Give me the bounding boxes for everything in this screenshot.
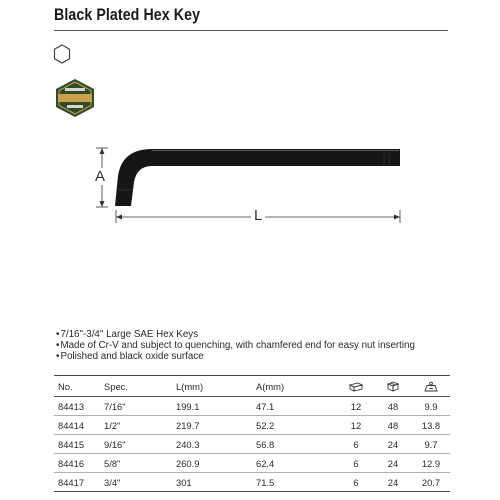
cell-no: 84414 xyxy=(54,416,100,435)
cell-inner-pack: 6 xyxy=(338,473,374,492)
header-a: A(mm) xyxy=(252,376,338,397)
header-length: L(mm) xyxy=(172,376,252,397)
cell-spec: 3/4" xyxy=(100,473,172,492)
table-row xyxy=(54,454,450,473)
inner-box-icon xyxy=(349,381,363,392)
cell-spec: 7/16" xyxy=(100,397,172,416)
cell-spec: 9/16" xyxy=(100,435,172,454)
table-row xyxy=(54,397,450,416)
cell-no: 84417 xyxy=(54,473,100,492)
cell-a: 47.1 xyxy=(252,397,338,416)
carton-icon xyxy=(386,381,400,392)
header-no: No. xyxy=(54,376,100,397)
cell-no: 84413 xyxy=(54,397,100,416)
cell-no: 84416 xyxy=(54,454,100,473)
cell-weight: 13.8 xyxy=(412,416,450,435)
feature-list xyxy=(56,329,415,363)
cell-inner-pack: 6 xyxy=(338,454,374,473)
dimension-a-label: A xyxy=(95,168,106,185)
cell-length: 199.1 xyxy=(172,397,252,416)
cell-weight: 9.7 xyxy=(412,435,450,454)
cell-length: 219.7 xyxy=(172,416,252,435)
cell-carton: 24 xyxy=(374,454,412,473)
dimension-l-label: L xyxy=(251,207,265,224)
table-row xyxy=(54,473,450,492)
cell-length: 260.9 xyxy=(172,454,252,473)
cell-length: 240.3 xyxy=(172,435,252,454)
cell-a: 71.5 xyxy=(252,473,338,492)
feature-item: • 7/16"-3/4" Large SAE Hex Keys xyxy=(56,329,415,340)
header-inner-pack xyxy=(338,376,374,397)
cell-length: 301 xyxy=(172,473,252,492)
cell-weight: 20.7 xyxy=(412,473,450,492)
title-divider xyxy=(54,30,448,31)
cell-weight: 9.9 xyxy=(412,397,450,416)
spec-table xyxy=(54,375,450,492)
cell-a: 52.2 xyxy=(252,416,338,435)
feature-item: • Made of Cr-V and subject to quenching, with chamfered end for easy nut inserting xyxy=(56,340,415,351)
header-spec: Spec. xyxy=(100,376,172,397)
feature-item: • Polished and black oxide surface xyxy=(56,351,415,362)
hex-key-diagram xyxy=(0,130,500,240)
spec-table-container xyxy=(54,375,450,492)
cell-inner-pack: 12 xyxy=(338,397,374,416)
header-weight xyxy=(412,376,450,397)
cell-carton: 24 xyxy=(374,435,412,454)
cell-spec: 5/8" xyxy=(100,454,172,473)
cell-carton: 24 xyxy=(374,473,412,492)
weight-scale-icon xyxy=(424,381,438,392)
cell-no: 84415 xyxy=(54,435,100,454)
hex-key-illustration xyxy=(0,130,500,240)
cell-a: 62.4 xyxy=(252,454,338,473)
quality-badge-icon xyxy=(53,78,97,118)
page-title: Black Plated Hex Key xyxy=(54,6,201,24)
cell-carton: 48 xyxy=(374,416,412,435)
cell-a: 56.8 xyxy=(252,435,338,454)
header-carton xyxy=(374,376,412,397)
cell-spec: 1/2" xyxy=(100,416,172,435)
table-row xyxy=(54,416,450,435)
cell-carton: 48 xyxy=(374,397,412,416)
cell-inner-pack: 12 xyxy=(338,416,374,435)
cell-weight: 12.9 xyxy=(412,454,450,473)
table-row xyxy=(54,435,450,454)
cell-inner-pack: 6 xyxy=(338,435,374,454)
table-header-row xyxy=(54,376,450,397)
hexagon-outline-icon xyxy=(53,44,71,64)
